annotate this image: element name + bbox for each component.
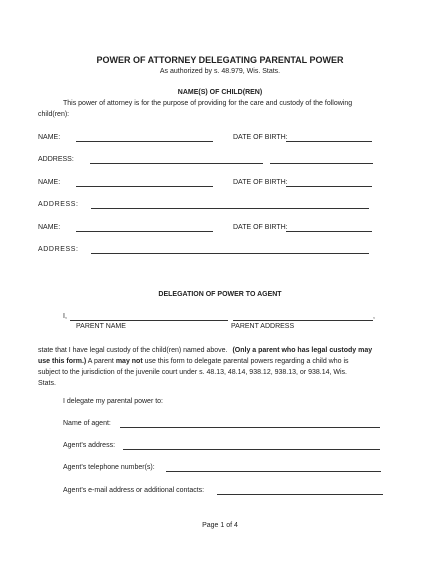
custody-text-c: use this form.) (38, 358, 87, 365)
delegation-section-heading: DELEGATION OF POWER TO AGENT (158, 291, 282, 298)
parent-address-field[interactable] (233, 320, 373, 321)
parent-name-field[interactable] (70, 320, 228, 321)
child-2-dob-label: DATE OF BIRTH: (233, 179, 288, 186)
child-3-name-label: NAME: (38, 224, 61, 231)
custody-line-4: Stats. (38, 380, 56, 387)
agent-phone-field[interactable] (166, 471, 381, 472)
agent-name-label: Name of agent: (63, 420, 111, 427)
child-3-dob-label: DATE OF BIRTH: (233, 224, 288, 231)
child-2-name-label: NAME: (38, 179, 61, 186)
agent-name-field[interactable] (120, 427, 380, 428)
children-intro-line-2: child(ren): (38, 111, 70, 118)
agent-phone-label: Agent’s telephone number(s): (63, 464, 155, 471)
custody-text-d: A parent (87, 358, 114, 365)
child-2-address-label: ADDRESS: (38, 201, 79, 208)
child-1-dob-label: DATE OF BIRTH: (233, 134, 288, 141)
custody-statement (38, 345, 398, 389)
agent-address-field[interactable] (123, 449, 380, 450)
child-1-name-field[interactable] (76, 141, 213, 142)
custody-text-a: state that I have legal custody of the child(ren) named above. (38, 347, 228, 354)
comma-mark: , (373, 313, 375, 320)
custody-text-e: may not (115, 358, 143, 365)
delegate-intro: I delegate my parental power to: (63, 398, 164, 405)
agent-email-label: Agent’s e-mail address or additional contacts: (63, 487, 205, 494)
child-3-address-label: ADDRESS: (38, 246, 79, 253)
agent-email-field[interactable] (217, 494, 383, 495)
child-2-address-field[interactable] (91, 208, 369, 209)
children-section-heading: NAME(S) OF CHILD(REN) (177, 89, 263, 96)
parent-name-label: PARENT NAME (76, 323, 126, 330)
custody-line-3: subject to the jurisdiction of the juvenile court under s. 48.13, 48.14, 938.12, 938.13, or 938.14, Wis. (38, 369, 347, 376)
child-2-name-field[interactable] (76, 186, 213, 187)
child-1-dob-field[interactable] (286, 141, 372, 142)
child-1-name-label: NAME: (38, 134, 61, 141)
custody-text-f: use this form to delegate parental powers regarding a child who is (144, 358, 349, 365)
child-3-address-field[interactable] (91, 253, 369, 254)
agent-address-label: Agent’s address: (63, 442, 116, 449)
child-1-address-label: ADDRESS: (38, 156, 74, 163)
document-subtitle: As authorized by s. 48.979, Wis. Stats. (159, 68, 281, 75)
document-title: POWER OF ATTORNEY DELEGATING PARENTAL POWER (96, 55, 344, 65)
child-2-dob-field[interactable] (286, 186, 372, 187)
i-label: I, (63, 313, 67, 320)
page-number: Page 1 of 4 (202, 522, 238, 529)
custody-text-b: (Only a parent who has legal custody may (232, 347, 373, 354)
parent-address-label: PARENT ADDRESS (231, 323, 295, 330)
child-3-name-field[interactable] (76, 231, 213, 232)
child-1-address-field[interactable] (90, 163, 263, 164)
child-1-address-field-2[interactable] (270, 163, 373, 164)
child-3-dob-field[interactable] (286, 231, 372, 232)
children-intro-line-1: This power of attorney is for the purpose of providing for the care and custody of the following (63, 100, 353, 107)
